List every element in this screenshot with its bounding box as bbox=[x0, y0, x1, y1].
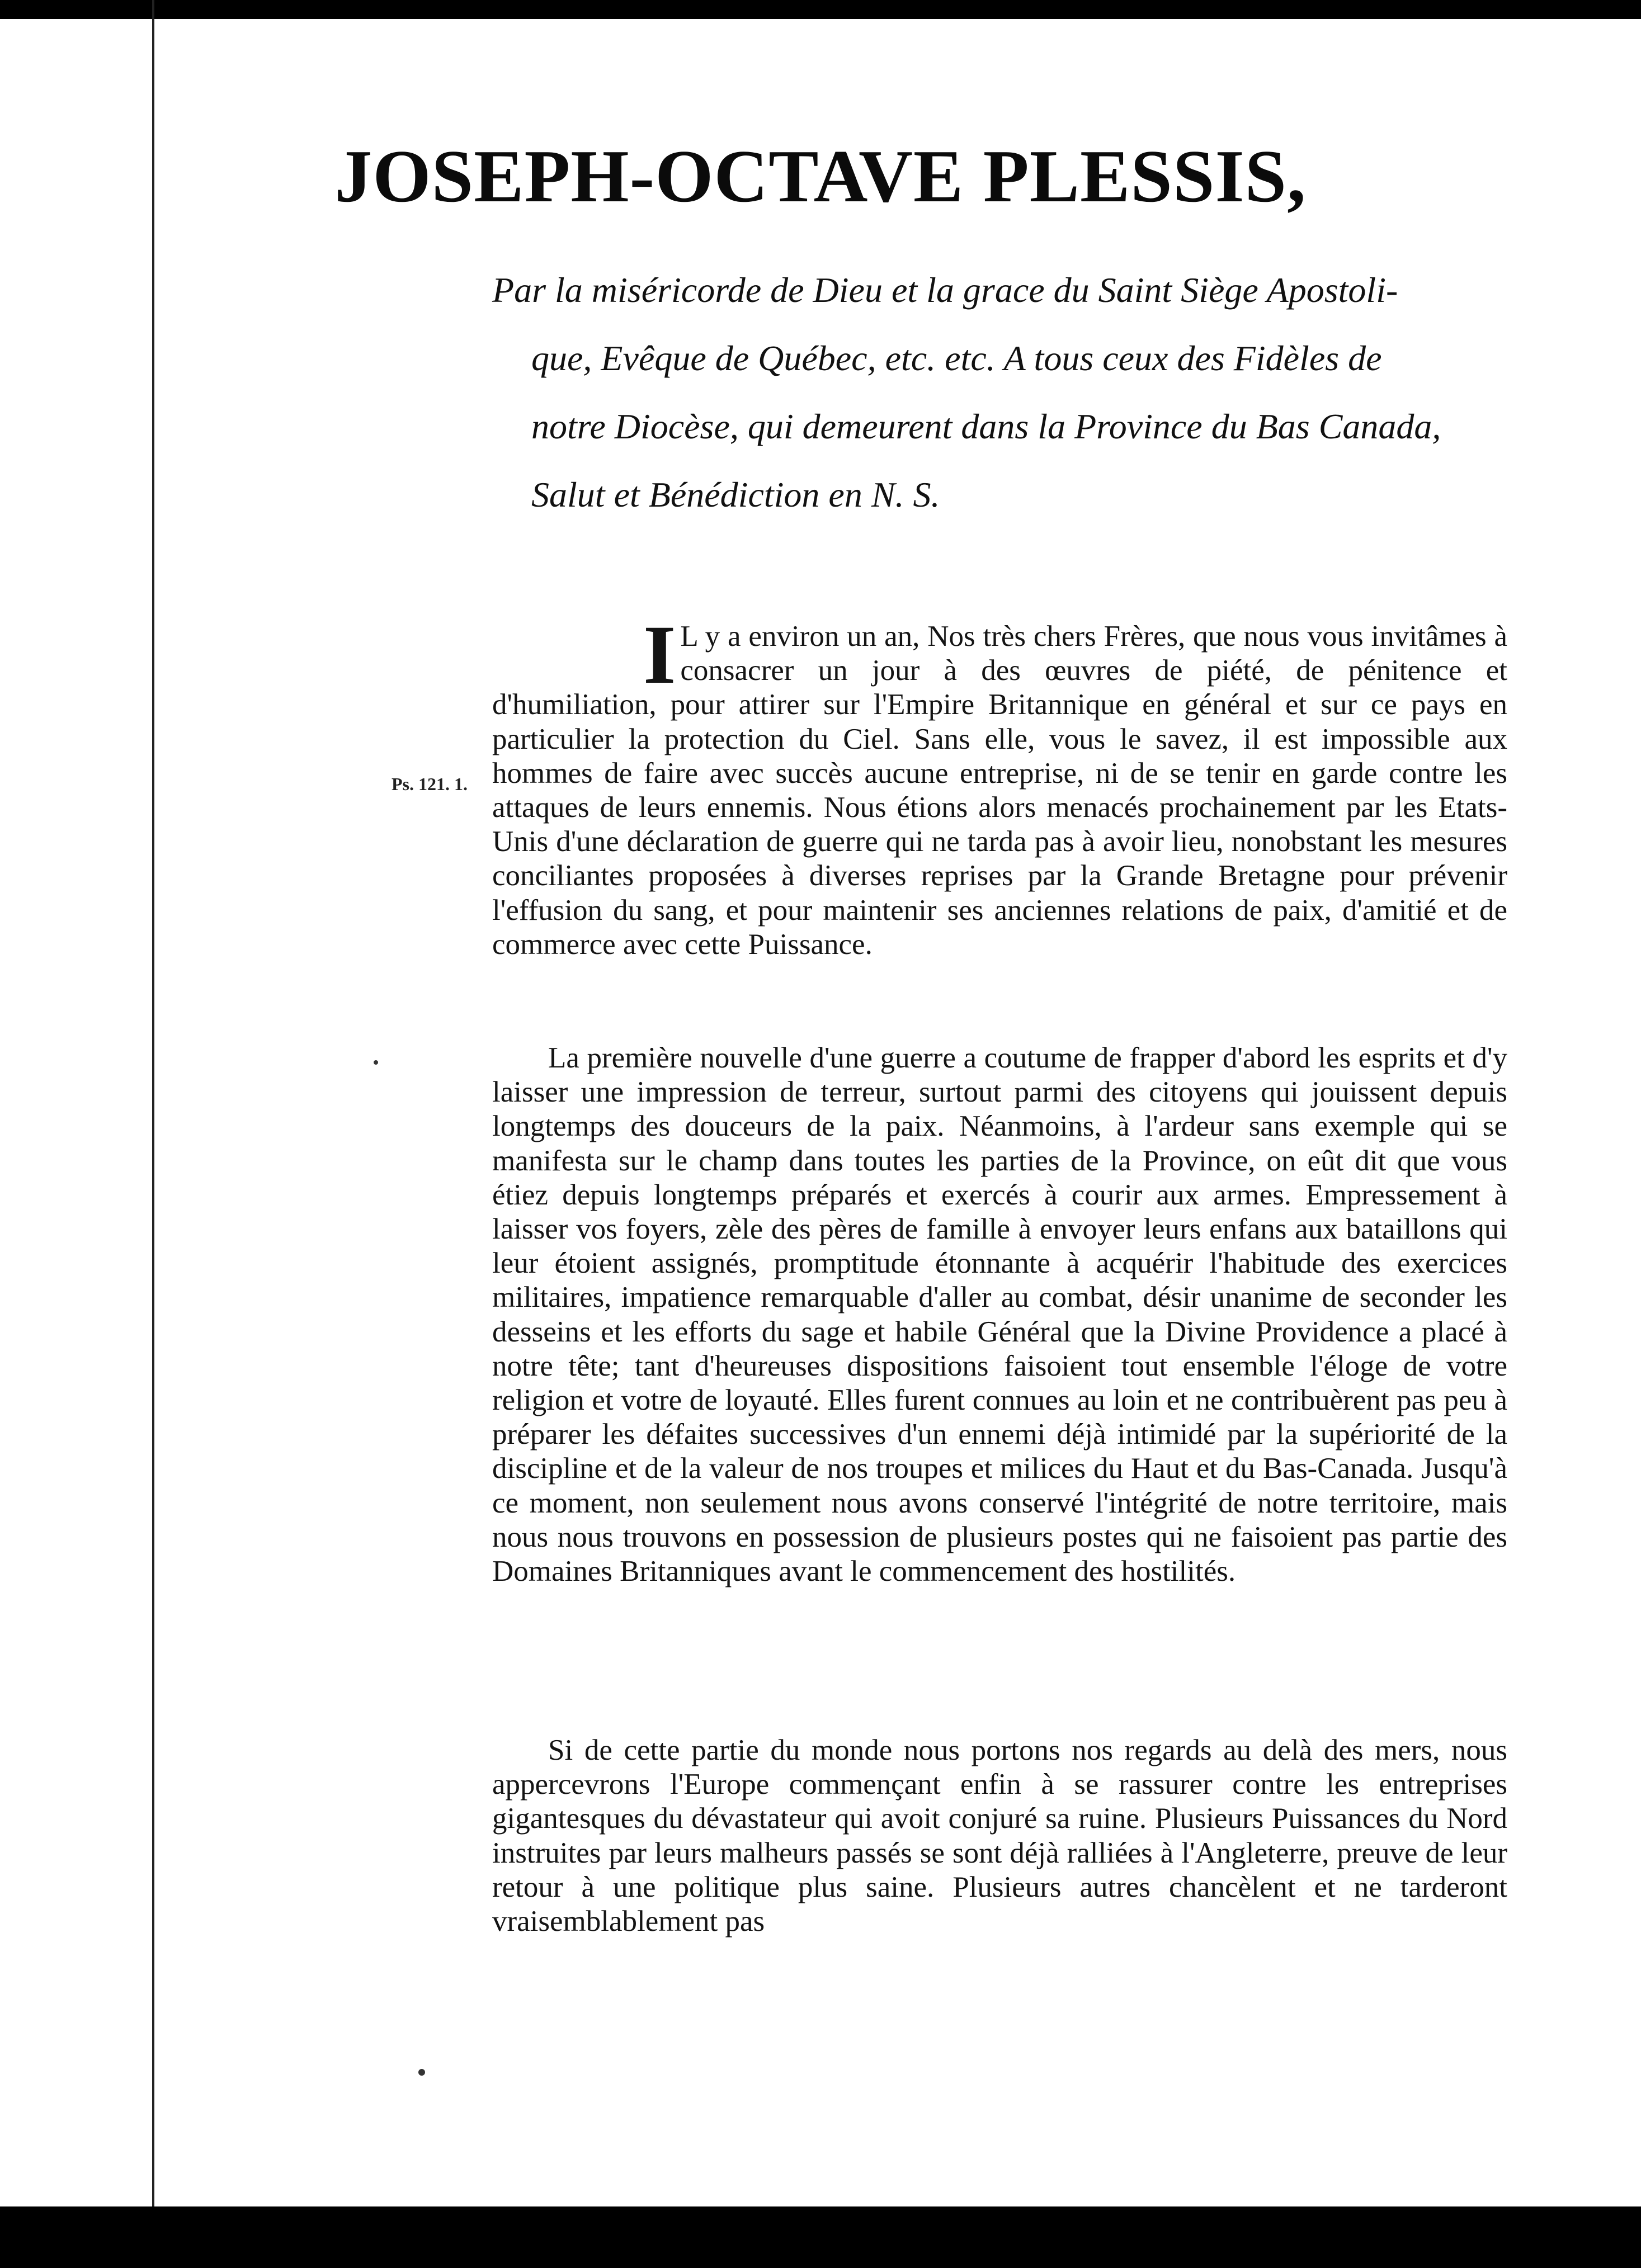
scan-border-bottom bbox=[0, 2206, 1641, 2268]
scan-speck bbox=[374, 1060, 378, 1065]
document-intro bbox=[492, 256, 1505, 529]
margin-reference: Ps. 121. 1. bbox=[392, 774, 468, 794]
paragraph-2: La première nouvelle d'une guerre a coutume de frapper d'abord les esprits et d'y laisser une impression de terreur, surtout parmi des citoyens qui jouissent depuis longtemps des douceurs de la paix. Néanmoins, à l'ardeur sans exemple qui se manifesta sur le champ dans toutes les parties de la Province, on eût dit que vous étiez depuis longtemps préparés et exercés à courir aux armes. Empressement à laisser vos foyers, zèle des pères de famille à envoyer leurs enfans aux bataillons qui leur étoient assignés, promptitude étonnante à acquérir l'habitude des exercices militaires, impatience remarquable d'aller au combat, désir unanime de seconder les desseins et les efforts du sage et habile Général que la Divine Providence a placé à notre tête; tant d'heureuses dispositions faisoient tout ensemble l'éloge de votre religion et votre de loyauté. Elles furent connues au loin et ne contribuèrent pas peu à préparer les défaites successives d'un ennemi déjà intimidé par la supériorité de la discipline et de la valeur de nos troupes et milices du Haut et du Bas-Canada. Jusqu'à ce moment, non seulement nous avons conservé l'intégrité de notre territoire, mais nous nous trouvons en possession de plusieurs postes qui ne faisoient pas partie des Domaines Britanniques avant le commencement des hostilités. bbox=[492, 1042, 1507, 1588]
scan-speck bbox=[418, 2069, 425, 2076]
intro-line: notre Diocèse, qui demeurent dans la Province du Bas Canada, bbox=[531, 407, 1441, 446]
intro-line: Par la miséricorde de Dieu et la grace du Saint Siège Apostoli- bbox=[492, 270, 1398, 310]
drop-cap: I bbox=[643, 608, 676, 701]
paragraph-3: Si de cette partie du monde nous portons nos regards au delà des mers, nous appercevrons l'Europe commençant enfin à se rassurer contre les entreprises gigantesques du dévastateur qui avoit conjuré sa ruine. Plusieurs Puissances du Nord instruites par leurs malheurs passés se sont déjà ralliées à l'Angleterre, preuve de leur retour à une politique plus saine. Plusieurs autres chancèlent et ne tarderont vraisemblablement pas bbox=[492, 1734, 1507, 1938]
scan-notch bbox=[1387, 0, 1516, 12]
intro-line: Salut et Bénédiction en N. S. bbox=[531, 475, 940, 514]
intro-line: que, Evêque de Québec, etc. etc. A tous ceux des Fidèles de bbox=[531, 338, 1382, 378]
paragraph-1 bbox=[492, 608, 1507, 962]
document-title: JOSEPH-OCTAVE PLESSIS, bbox=[334, 135, 1307, 218]
paragraph-1-text: L y a environ un an, Nos très chers Frères, que nous vous invitâmes à consacrer un jour à des œuvres de piété, de pénitence et d'humiliation, pour attirer sur l'Empire Britannique en général et sur ce pays en particulier la protection du Ciel. Sans elle, vous le savez, il est impossible aux hommes de faire avec succès aucune entreprise, ni de se tenir en garde contre les attaques de leurs ennemis. Nous étions alors menacés prochainement par les Etats-Unis d'une déclaration de guerre qui ne tarda pas à avoir lieu, nonobstant les mesures conciliantes proposées à diverses reprises par la Grande Bretagne pour prévenir l'effusion du sang, et pour maintenir ses anciennes relations de paix, d'amitié et de commerce avec cette Puissance. bbox=[492, 620, 1507, 961]
